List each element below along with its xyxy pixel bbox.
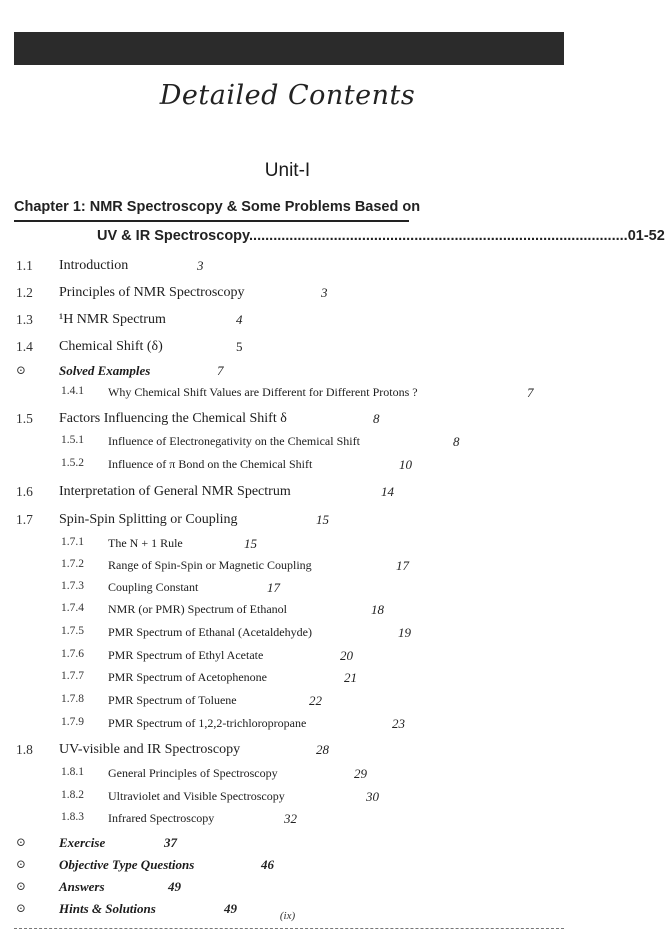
entry-page: 49	[224, 901, 237, 916]
toc-entry	[0, 835, 575, 855]
entry-page: 19	[398, 625, 411, 640]
entry-page: 14	[381, 484, 394, 499]
entry-number: 1.5.1	[61, 434, 84, 446]
toc-entry	[0, 339, 575, 359]
toc-entry	[0, 457, 575, 477]
entry-page: 23	[392, 716, 405, 731]
toc-entry	[0, 811, 575, 831]
bullet-icon: ⊙	[16, 835, 27, 849]
bullet-icon: ⊙	[16, 857, 27, 871]
bullet-icon: ⊙	[16, 879, 27, 893]
page-number: (ix)	[279, 910, 296, 922]
toc-entry	[0, 580, 575, 600]
entry-title: Factors Influencing the Chemical Shift δ	[59, 411, 287, 426]
entry-number: 1.7.6	[61, 648, 84, 660]
toc-entry	[0, 716, 575, 736]
toc-entry	[0, 312, 575, 332]
entry-title: NMR (or PMR) Spectrum of Ethanol	[108, 602, 287, 616]
entry-title: Introduction	[59, 258, 129, 273]
toc-entry	[0, 484, 575, 504]
entry-page: 15	[244, 536, 257, 551]
entry-title: Principles of NMR Spectroscopy	[59, 285, 245, 300]
entry-number: 1.8	[16, 742, 33, 757]
entry-page: 15	[316, 512, 329, 527]
entry-title: Coupling Constant	[108, 580, 199, 594]
entry-title: PMR Spectrum of Ethyl Acetate	[108, 648, 264, 662]
toc-entry	[0, 258, 575, 278]
toc-entry	[0, 602, 575, 622]
entry-number: 1.8.3	[61, 811, 84, 823]
entry-page: 30	[366, 789, 379, 804]
toc-entry	[0, 742, 575, 762]
entry-number: 1.7.4	[61, 602, 84, 614]
entry-number: 1.7.1	[61, 536, 84, 548]
bullet-icon: ⊙	[16, 363, 27, 377]
entry-page: 4	[236, 312, 243, 327]
entry-title: Chemical Shift (δ)	[59, 339, 163, 354]
entry-page: 28	[316, 742, 329, 757]
toc-entry	[0, 879, 575, 899]
toc-entry	[0, 285, 575, 305]
entry-number: 1.3	[16, 312, 33, 327]
entry-title: Range of Spin-Spin or Magnetic Coupling	[108, 558, 312, 572]
toc-entry	[0, 693, 575, 713]
chapter-title-line-1: Chapter 1: NMR Spectroscopy & Some Problems Based on	[14, 199, 421, 215]
entry-number: 1.7.9	[61, 716, 84, 728]
entry-page: 32	[284, 811, 297, 826]
toc-entry	[0, 434, 575, 454]
entry-page: 3	[321, 285, 328, 300]
entry-number: 1.5	[16, 411, 33, 426]
bottom-rule	[14, 928, 564, 930]
entry-number: 1.8.1	[61, 766, 84, 778]
entry-page: 37	[164, 835, 177, 850]
entry-page: 8	[373, 411, 380, 426]
toc-entry	[0, 648, 575, 668]
toc-entry	[0, 385, 575, 405]
header-band	[14, 32, 564, 65]
entry-page: 20	[340, 648, 353, 663]
entry-title: Exercise	[59, 835, 106, 850]
entry-title: Solved Examples	[59, 363, 151, 378]
entry-page: 17	[396, 558, 409, 573]
entry-title: PMR Spectrum of 1,2,2-trichloropropane	[108, 716, 307, 730]
toc-entry	[0, 857, 575, 877]
entry-title: General Principles of Spectroscopy	[108, 766, 278, 780]
chapter-underline	[14, 220, 409, 222]
entry-number: 1.5.2	[61, 457, 84, 469]
entry-title: Interpretation of General NMR Spectrum	[59, 484, 291, 499]
entry-number: 1.7	[16, 512, 33, 527]
entry-page: 17	[267, 580, 280, 595]
entry-title: Why Chemical Shift Values are Different for Different Protons ?	[108, 385, 418, 399]
page-title: Detailed Contents	[159, 80, 416, 111]
entry-page: 29	[354, 766, 367, 781]
entry-title: Influence of π Bond on the Chemical Shift	[108, 457, 313, 471]
toc-entry	[0, 670, 575, 690]
unit-heading: Unit-I	[264, 160, 311, 181]
toc-entry	[0, 512, 575, 532]
entry-title: Infrared Spectroscopy	[108, 811, 215, 825]
toc-entry	[0, 789, 575, 809]
entry-page: 7	[527, 385, 534, 400]
toc-entry	[0, 558, 575, 578]
entry-number: 1.7.5	[61, 625, 84, 637]
entry-page: 8	[453, 434, 460, 449]
entry-page: 22	[309, 693, 322, 708]
entry-title: Answers	[59, 879, 105, 894]
entry-number: 1.7.8	[61, 693, 84, 705]
entry-title: PMR Spectrum of Toluene	[108, 693, 237, 707]
entry-title: Hints & Solutions	[59, 901, 156, 916]
chapter-title-line-2: UV & IR Spectroscopy..............................................................................................01-52	[97, 228, 665, 244]
entry-page: 10	[399, 457, 412, 472]
entry-page: 5	[236, 339, 243, 354]
entry-number: 1.6	[16, 484, 33, 499]
toc-entry	[0, 536, 575, 556]
entry-title: Objective Type Questions	[59, 857, 195, 872]
entry-number: 1.4.1	[61, 385, 84, 397]
entry-page: 3	[197, 258, 204, 273]
entry-page: 46	[261, 857, 274, 872]
entry-title: PMR Spectrum of Ethanal (Acetaldehyde)	[108, 625, 312, 639]
toc-entry	[0, 766, 575, 786]
entry-page: 18	[371, 602, 384, 617]
entry-title: ¹H NMR Spectrum	[59, 312, 166, 327]
toc-entry	[0, 625, 575, 645]
entry-title: Spin-Spin Splitting or Coupling	[59, 512, 238, 527]
entry-number: 1.7.3	[61, 580, 84, 592]
bullet-icon: ⊙	[16, 901, 27, 915]
entry-title: Influence of Electronegativity on the Chemical Shift	[108, 434, 360, 448]
entry-number: 1.2	[16, 285, 33, 300]
entry-page: 7	[217, 363, 224, 378]
toc-entry	[0, 411, 575, 431]
entry-title: The N + 1 Rule	[108, 536, 183, 550]
entry-number: 1.7.7	[61, 670, 84, 682]
toc-entry	[0, 363, 575, 383]
entry-number: 1.4	[16, 339, 33, 354]
entry-number: 1.1	[16, 258, 33, 273]
entry-title: Ultraviolet and Visible Spectroscopy	[108, 789, 285, 803]
entry-title: UV-visible and IR Spectroscopy	[59, 742, 241, 757]
entry-number: 1.7.2	[61, 558, 84, 570]
entry-number: 1.8.2	[61, 789, 84, 801]
entry-page: 21	[344, 670, 357, 685]
entry-page: 49	[168, 879, 181, 894]
entry-title: PMR Spectrum of Acetophenone	[108, 670, 267, 684]
